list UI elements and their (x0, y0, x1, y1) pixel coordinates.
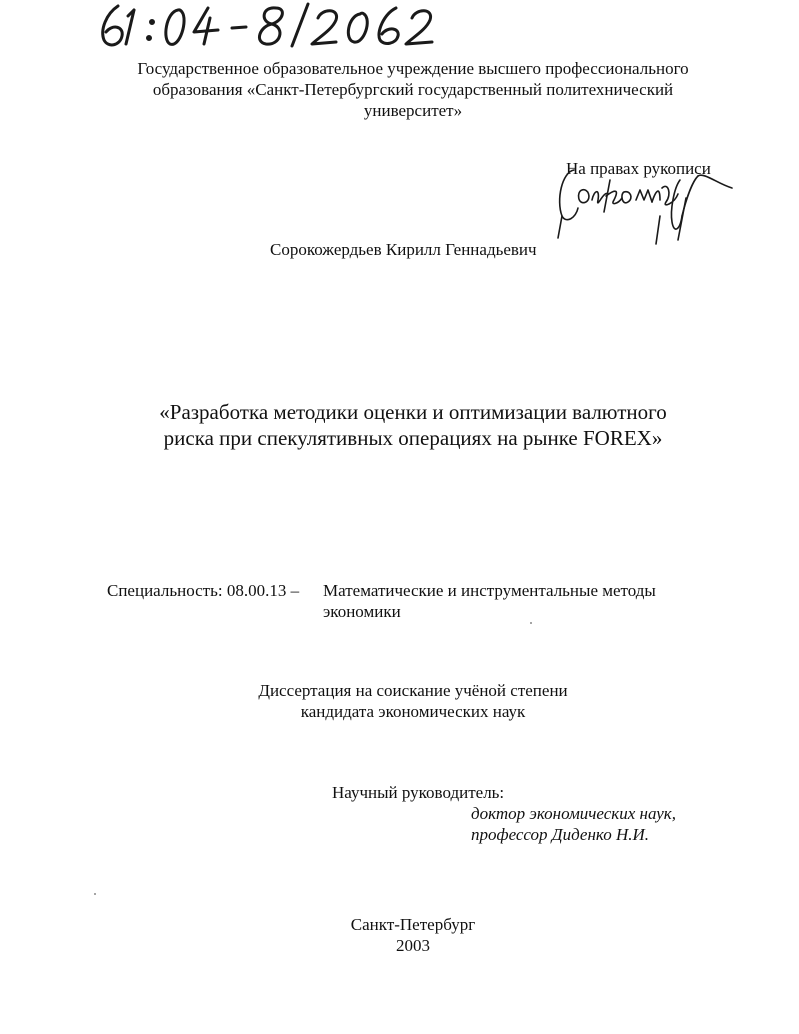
institution-line-3: университет» (363, 101, 463, 120)
institution-name (100, 58, 726, 121)
supervisor-label: Научный руководитель: (332, 783, 505, 802)
year: 2003 (396, 936, 430, 955)
specialty-value-line-1: Математические и инструментальные методы (323, 581, 656, 600)
institution-line-2: образования «Санкт-Петербургский государственный политехнический (152, 80, 674, 99)
specialty-label: Специальность: 08.00.13 – (107, 581, 300, 600)
author-signature (548, 160, 733, 250)
scan-speck (94, 893, 96, 895)
supervisor-name: профессор Диденко Н.И. (471, 825, 650, 844)
degree-line-2: кандидата экономических наук (300, 702, 526, 721)
institution-line-1: Государственное образовательное учреждение высшего профессионального (137, 59, 689, 78)
title-line-2: риска при спекулятивных операциях на рынке FOREX» (163, 426, 663, 450)
author-name: Сорокожердьев Кирилл Геннадьевич (270, 240, 537, 259)
title-line-1: «Разработка методики оценки и оптимизации валютного (159, 400, 667, 424)
manuscript-rights-note: На правах рукописи (566, 159, 711, 178)
specialty-value-line-2: экономики (323, 602, 401, 621)
degree-line-1: Диссертация на соискание учёной степени (258, 681, 568, 700)
dissertation-title (100, 399, 726, 451)
degree-statement (160, 680, 666, 722)
supervisor-degree: доктор экономических наук, (471, 804, 676, 823)
specialty-value (323, 580, 693, 622)
handwritten-catalog-number (96, 0, 441, 50)
city: Санкт-Петербург (350, 915, 476, 934)
scan-speck (530, 622, 532, 624)
